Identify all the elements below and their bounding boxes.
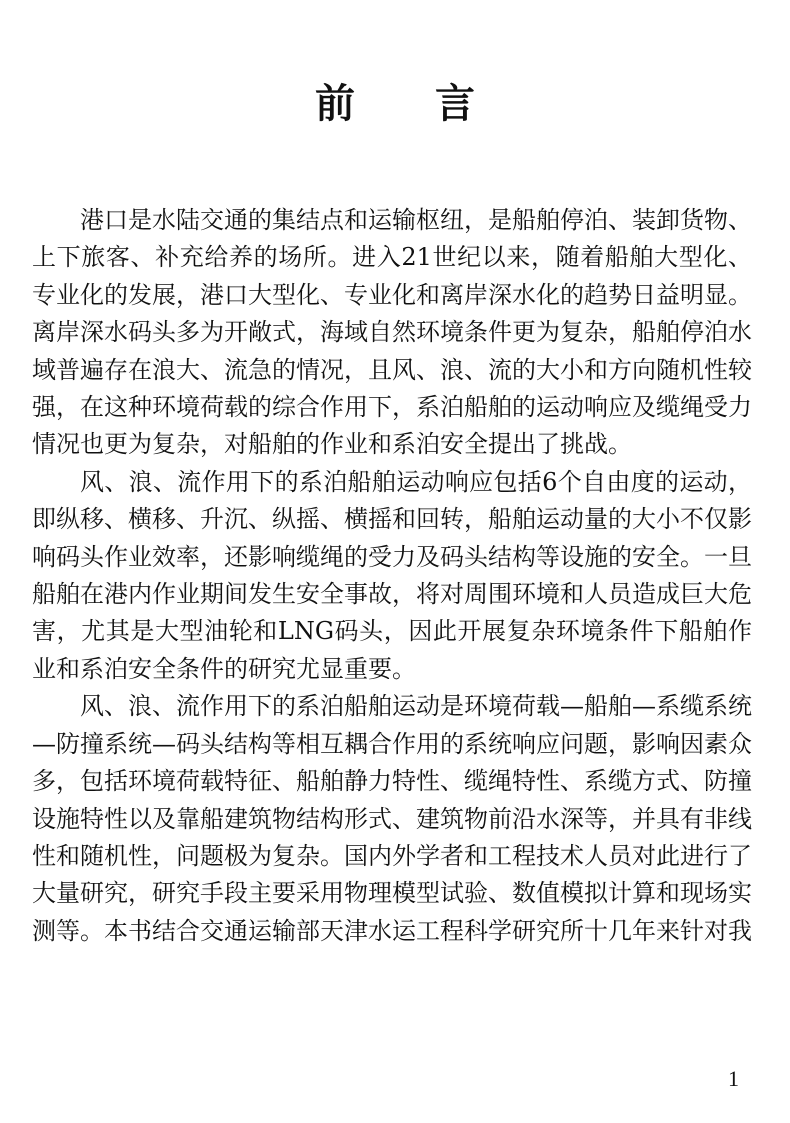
page-number: 1 bbox=[728, 1066, 739, 1091]
paragraph-2: 风、浪、流作用下的系泊船舶运动响应包括6个自由度的运动，即纵移、横移、升沉、纵摇、横摇和回转，船舶运动量的大小不仅影响码头作业效率，还影响缆绳的受力及码头结构等设施的安全。一旦船舶在港内作业期间发生安全事故，将对周围环境和人员造成巨大危害，尤其是大型油轮和LNG码头，因此开展复杂环境条件下船舶作业和系泊安全条件的研究尤显重要。 bbox=[32, 467, 752, 683]
paragraph-1: 港口是水陆交通的集结点和运输枢纽，是船舶停泊、装卸货物、上下旅客、补充给养的场所。进入21世纪以来，随着船舶大型化、专业化的发展，港口大型化、专业化和离岸深水化的趋势日益明显。离岸深水码头多为开敞式，海域自然环境条件更为复杂，船舶停泊水域普遍存在浪大、流急的情况，且风、浪、流的大小和方向随机性较强，在这种环境荷载的综合作用下，系泊船舶的运动响应及缆绳受力情况也更为复杂，对船舶的作业和系泊安全提出了挑战。 bbox=[32, 206, 752, 459]
paragraph-3: 风、浪、流作用下的系泊船舶运动是环境荷载—船舶—系缆系统—防撞系统—码头结构等相互耦合作用的系统响应问题，影响因素众多，包括环境荷载特征、船舶静力特性、缆绳特性、系缆方式、防撞设施特性以及靠船建筑物结构形式、建筑物前沿水深等，并具有非线性和随机性，问题极为复杂。国内外学者和工程技术人员对此进行了大量研究，研究手段主要采用物理模型试验、数值模拟计算和现场实测等。本书结合交通运输部天津水运工程科学研究所十几年来针对我 bbox=[32, 692, 752, 945]
document-body bbox=[32, 202, 752, 950]
page-title: 前言 bbox=[315, 80, 555, 127]
